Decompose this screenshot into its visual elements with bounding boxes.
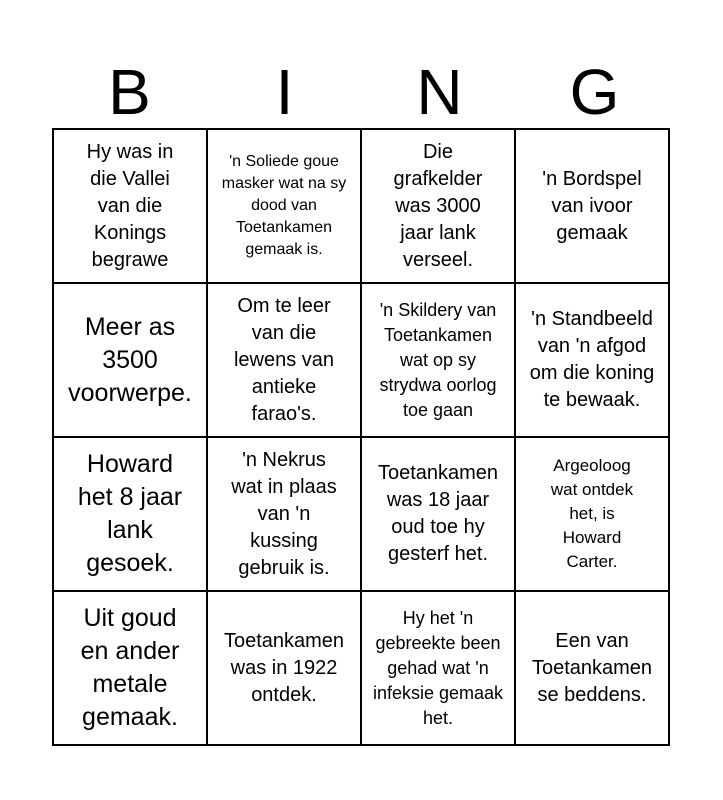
bingo-cell[interactable] [53, 437, 207, 591]
cell-text: Argeoloog wat ontdek het, is Howard Carter. [550, 456, 634, 571]
cell-text: Hy was in die Vallei van die Konings begrawe [86, 140, 174, 271]
bingo-cell[interactable] [515, 283, 669, 437]
bingo-cell[interactable] [361, 591, 515, 745]
cell-text: 'n Standbeeld van 'n afgod om die koning te bewaak. [529, 308, 655, 411]
bingo-card [52, 128, 670, 746]
cell-text: 'n Soliede goue masker wat na sy dood van Toetankamen gemaak is. [221, 153, 347, 258]
bingo-cell[interactable] [207, 129, 361, 283]
cell-text: 'n Nekrus wat in plaas van 'n kussing gebruik is. [231, 448, 337, 579]
header-letter-n: N [416, 56, 463, 128]
bingo-cell[interactable] [515, 129, 669, 283]
cell-text: 'n Skildery van Toetankamen wat op sy strydwa oorlog toe gaan [379, 299, 497, 420]
cell-text: Meer as 3500 voorwerpe. [68, 312, 192, 407]
bingo-cell[interactable] [207, 283, 361, 437]
cell-text: Om te leer van die lewens van antieke farao's. [233, 294, 335, 425]
bingo-cell[interactable] [207, 437, 361, 591]
bingo-cell[interactable] [515, 591, 669, 745]
cell-text: 'n Bordspel van ivoor gemaak [542, 167, 642, 244]
cell-text: Hy het 'n gebreekte been gehad wat 'n infeksie gemaak het. [372, 607, 504, 728]
cell-text: Toetankamen was 18 jaar oud toe hy gesterf het. [377, 462, 499, 565]
cell-text: Toetankamen was in 1922 ontdek. [223, 629, 345, 706]
header-letter-g: G [569, 56, 620, 128]
bingo-cell[interactable] [515, 437, 669, 591]
bingo-cell[interactable] [361, 437, 515, 591]
cell-text: Uit goud en ander metale gemaak. [80, 604, 180, 731]
bingo-cell[interactable] [361, 283, 515, 437]
header-letter-i: I [275, 56, 294, 128]
bingo-cell[interactable] [53, 129, 207, 283]
cell-text: Howard het 8 jaar lank gesoek. [77, 450, 183, 577]
bingo-cell[interactable] [53, 591, 207, 745]
bingo-cell[interactable] [361, 129, 515, 283]
bingo-cell[interactable] [207, 591, 361, 745]
cell-text: Een van Toetankamen se beddens. [531, 629, 653, 706]
bingo-cell[interactable] [53, 283, 207, 437]
header-letter-b: B [108, 56, 151, 128]
bingo-header [52, 52, 672, 132]
cell-text: Die grafkelder was 3000 jaar lank verseel. [393, 140, 483, 271]
